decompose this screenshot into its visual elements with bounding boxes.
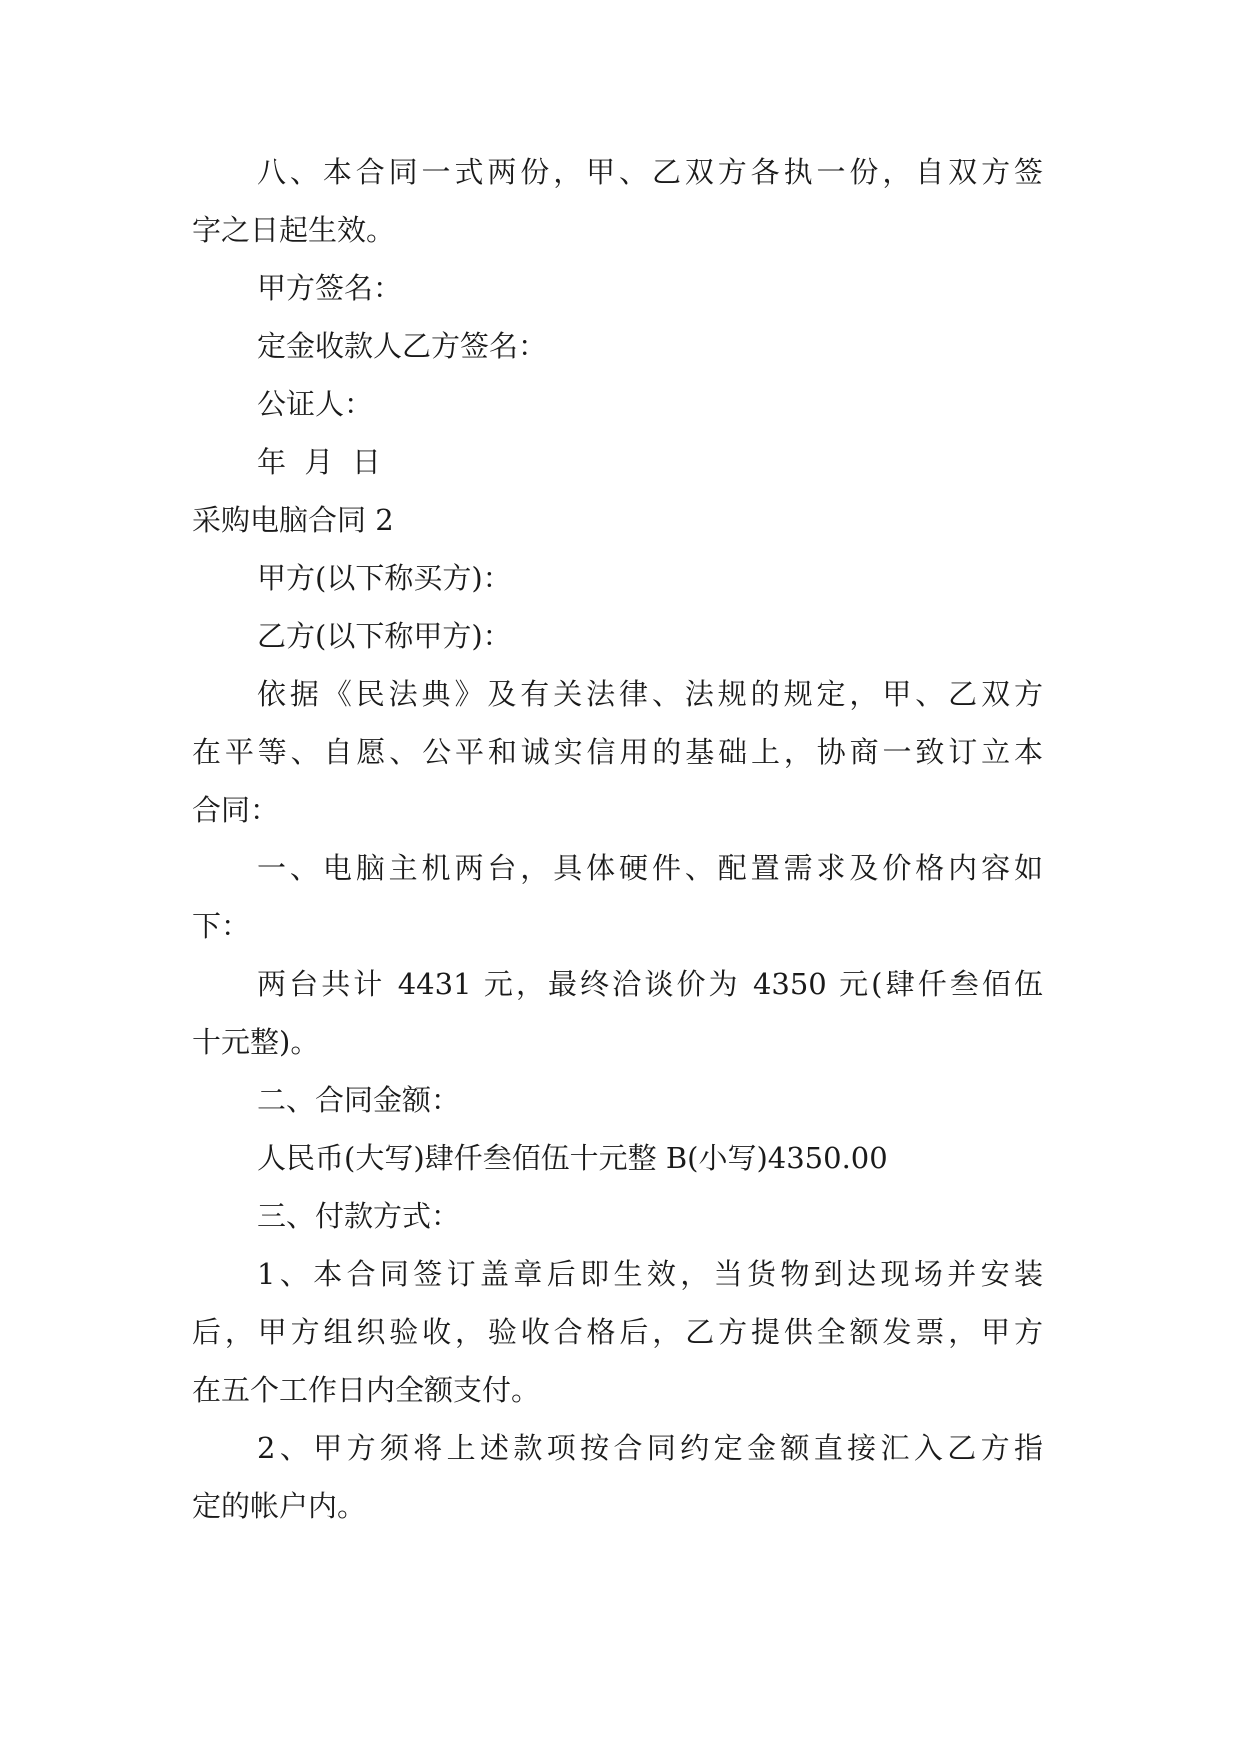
clause-8-line-2: 字之日起生效。 [192, 213, 396, 247]
date-line: 年 月 日 [257, 445, 381, 479]
clause-8-line-1: 八、本合同一式两份，甲、乙双方各执一份，自双方签 [257, 155, 1043, 189]
party-b-label: 乙方(以下称甲方)： [257, 619, 512, 653]
payment-1-line-2: 后，甲方组织验收，验收合格后，乙方提供全额发票，甲方 [192, 1315, 1043, 1349]
preamble-line-2: 在平等、自愿、公平和诚实信用的基础上，协商一致订立本 [192, 735, 1043, 769]
payment-1-line-3: 在五个工作日内全额支付。 [192, 1373, 541, 1407]
clause-3-heading: 三、付款方式： [257, 1199, 461, 1233]
party-a-signature-label: 甲方签名： [257, 271, 403, 305]
deposit-payee-signature-label: 定金收款人乙方签名： [257, 329, 548, 363]
price-line-1: 两台共计 4431 元，最终洽谈价为 4350 元(肆仟叁佰伍 [257, 967, 1043, 1001]
payment-2-line-2: 定的帐户内。 [192, 1489, 367, 1523]
contract-amount-line: 人民币(大写)肆仟叁佰伍十元整 B(小写)4350.00 [257, 1141, 888, 1175]
price-line-2: 十元整)。 [192, 1025, 320, 1059]
contract-title: 采购电脑合同 2 [192, 503, 394, 537]
party-a-label: 甲方(以下称买方)： [257, 561, 512, 595]
clause-2-heading: 二、合同金额： [257, 1083, 461, 1117]
preamble-line-3: 合同： [192, 793, 280, 827]
clause-1-line-2: 下： [192, 909, 251, 943]
preamble-line-1: 依据《民法典》及有关法律、法规的规定，甲、乙双方 [257, 677, 1043, 711]
notary-label: 公证人： [257, 387, 374, 421]
payment-1-line-1: 1、本合同签订盖章后即生效，当货物到达现场并安装 [257, 1257, 1043, 1291]
payment-2-line-1: 2、甲方须将上述款项按合同约定金额直接汇入乙方指 [257, 1431, 1043, 1465]
clause-1-line-1: 一、电脑主机两台，具体硬件、配置需求及价格内容如 [257, 851, 1043, 885]
